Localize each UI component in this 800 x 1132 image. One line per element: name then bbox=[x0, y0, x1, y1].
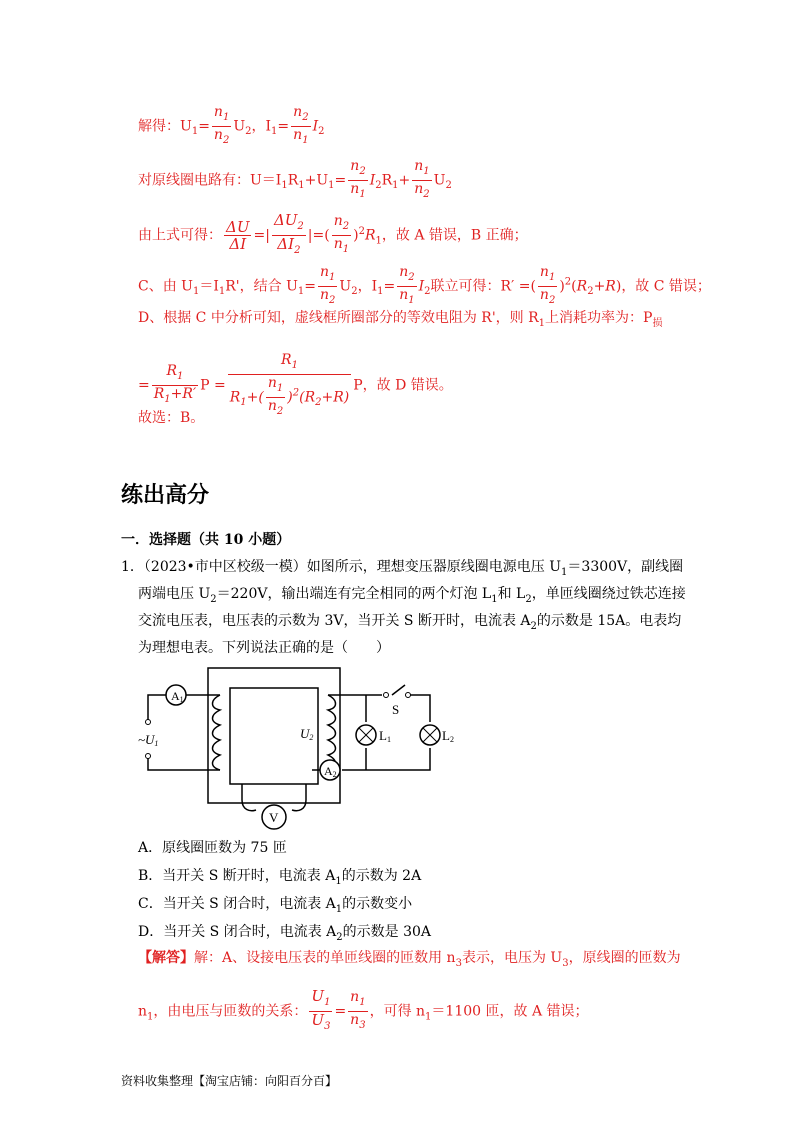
lamp-l2-icon bbox=[420, 725, 440, 745]
option-c[interactable]: C．当开关 S 闭合时，电流表 $A_1$的示数变小 bbox=[138, 896, 413, 915]
question-line-4: 为理想电表。下列说法正确的是（ ） bbox=[138, 640, 390, 656]
option-d[interactable]: D．当开关 S 闭合时，电流表 $A_2$的示数是 30A bbox=[138, 924, 432, 943]
solution-line-6: = $\frac{R_1}{R_1+R'}$ P = $R_1$ $R_1+$( $\frac{n_1}{n_2}$ )$^2(R_2+R)$ P，故 D 错误。 bbox=[138, 352, 453, 417]
svg-text:U2: U2 bbox=[300, 726, 314, 742]
question-line-3: 交流电压表，电压表的示数为 3V，当开关 S 断开时，电流表 $A_2$的示数是 15A。电表均 bbox=[138, 613, 682, 632]
lamp-l1-icon bbox=[356, 725, 376, 745]
solution-line-7: 故选：B。 bbox=[138, 410, 205, 426]
svg-text:V: V bbox=[269, 810, 279, 825]
question-line-2: 两端电压 $U_2=220V$，输出端连有完全相同的两个灯泡 $L_1$和 $L_2$，单匝线圈绕过铁芯连接 bbox=[138, 586, 686, 605]
section-heading: 练出高分 bbox=[121, 483, 210, 508]
question-section-title: 一．选择题（共 10 小题） bbox=[121, 532, 291, 548]
solution-line-3: 由上式可得： $\frac{\Delta U}{\Delta I}$ =| $\frac{\Delta U_2}{\Delta I_2}$ |=( $\frac{n_2}{n_1}$ )$^2R_1$，故 A 错误，B 正确； bbox=[138, 211, 528, 256]
transformer-circuit-diagram bbox=[130, 660, 460, 835]
switch-contact-icon bbox=[384, 693, 389, 698]
primary-coil bbox=[213, 695, 221, 770]
svg-text:S: S bbox=[392, 702, 400, 717]
option-b[interactable]: B．当开关 S 断开时，电流表 $A_1$的示数为 2A bbox=[138, 868, 422, 887]
option-a[interactable]: A．原线圈匝数为 75 匝 bbox=[138, 840, 287, 856]
solution-line-2: 对原线圈电路有：$U=I_1R_1+U_1=$ $\frac{n_2}{n_1}$ $I_2R_1+$ $\frac{n_1}{n_2}$ $U_2$ bbox=[138, 158, 452, 200]
solution-line-5: D、根据 C 中分析可知，虚线框所圈部分的等效电阻为 R'，则 $R_1$上消耗功率为：$P_损$ bbox=[138, 310, 663, 329]
svg-text:~U1: ~U1 bbox=[138, 732, 159, 748]
solution-line-4: C、由 $U_1=I_1R'$，结合 $U_1=$ $\frac{n_1}{n_2}$ $U_2$，$I_1=$ $\frac{n_2}{n_1}$ $I_2$联立可得：R′ =( $\frac{n_1}{n_2}$ )$^2(R_2+R)$，故 C 错误； bbox=[138, 264, 711, 306]
secondary-coil bbox=[328, 695, 336, 770]
answer-line-2: $n_1$，由电压与匝数的关系： $\frac{U_1}{U_3}$ = $\frac{n_1}{n_3}$ ，可得 $n_1=1100$ 匝，故 A 错误； bbox=[138, 987, 589, 1032]
svg-text:A2: A2 bbox=[324, 764, 337, 779]
solution-line-1: 解得：$U_1=$ $\frac{n_1}{n_2}$ $U_2$，$I_1=$ $\frac{n_2}{n_1}$ $I_2$ bbox=[138, 104, 325, 146]
page-footer: 资料收集整理【淘宝店铺：向阳百分百】 bbox=[121, 1074, 338, 1088]
answer-line-1: 【解答】解：A、设接电压表的单匝线圈的匝数用 $n_3$表示，电压为 $U_3$，原线圈的匝数为 bbox=[138, 950, 681, 969]
svg-text:A1: A1 bbox=[171, 689, 184, 704]
svg-text:L2: L2 bbox=[442, 728, 454, 744]
question-line-1: 1．（2023•市中区校级一模）如图所示，理想变压器原线圈电源电压 $U_1=3300V$，副线圈 bbox=[121, 559, 684, 578]
svg-text:L1: L1 bbox=[379, 728, 391, 744]
